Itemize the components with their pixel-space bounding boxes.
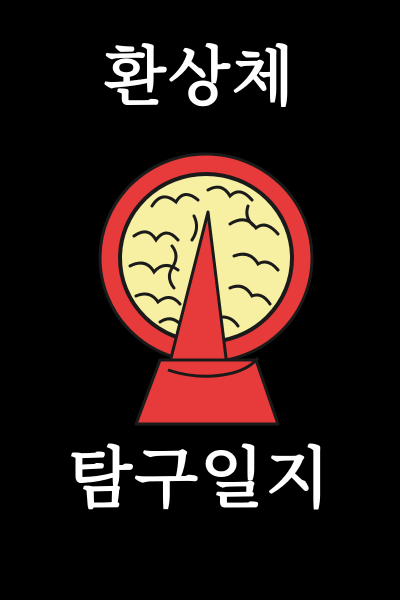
title-bottom: 탐구일지 bbox=[68, 440, 332, 517]
emblem-base bbox=[136, 360, 278, 424]
title-top: 환상체 bbox=[104, 41, 296, 115]
brain-in-ring-emblem-icon bbox=[90, 146, 322, 436]
